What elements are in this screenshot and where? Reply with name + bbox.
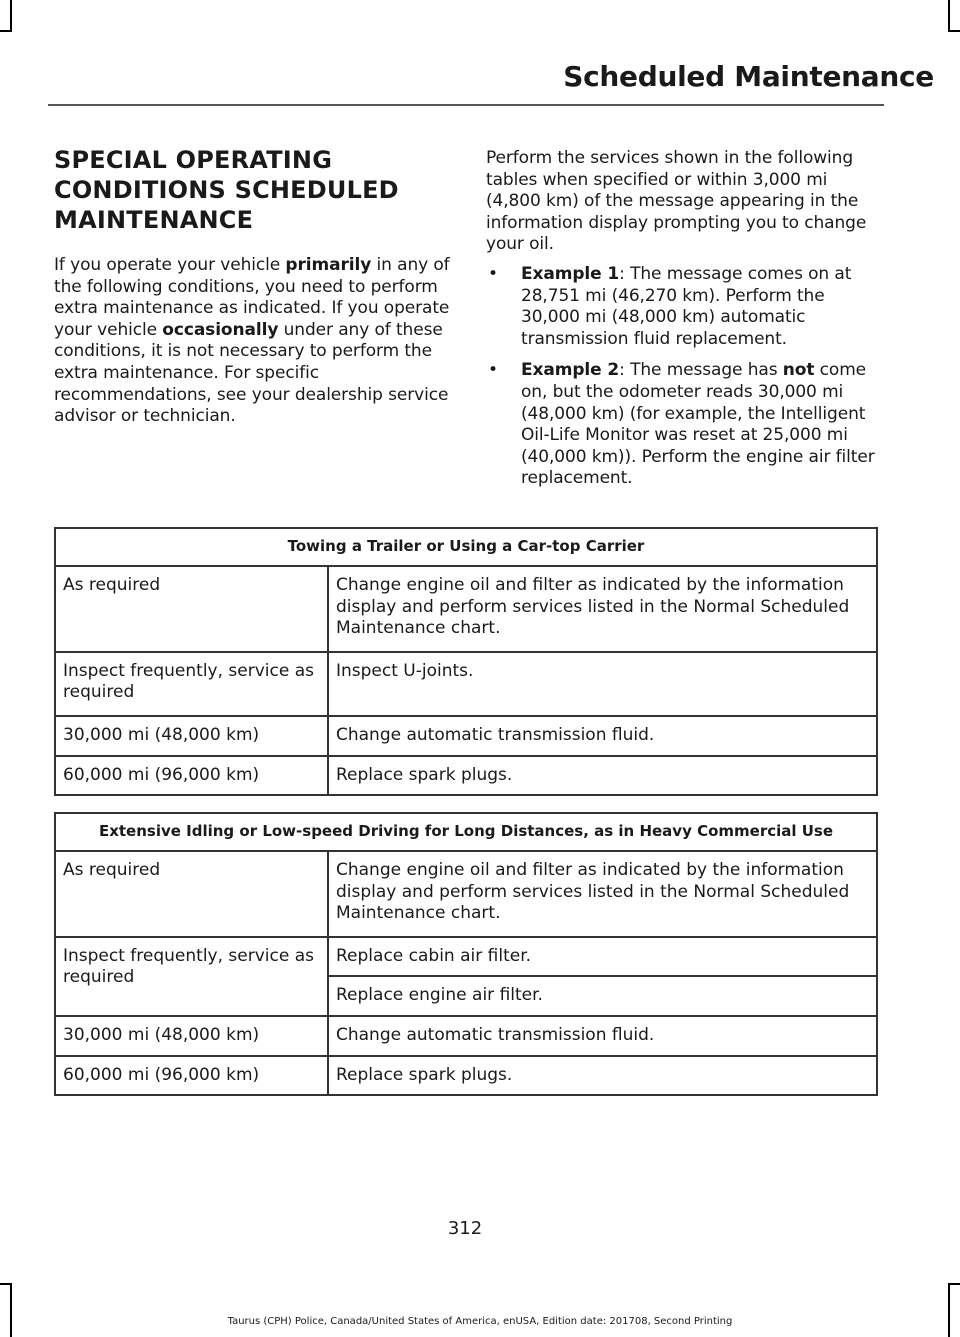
- emphasis-primarily: primarily: [285, 255, 372, 275]
- table-row: [55, 1016, 877, 1056]
- header-rule: [48, 104, 884, 106]
- crop-mark: [0, 1283, 12, 1285]
- right-column: [486, 148, 886, 500]
- bullet-icon: •: [488, 360, 498, 381]
- page-number: 312: [447, 1218, 483, 1239]
- table-row: [55, 851, 877, 937]
- action-cell: Change automatic transmission fluid.: [328, 716, 877, 756]
- table-row: [55, 756, 877, 796]
- idling-table: [54, 812, 878, 1096]
- footer-text: Taurus (CPH) Police, Canada/United States of America, enUSA, Edition date: 201708, Second Printing: [227, 1316, 733, 1327]
- interval-cell: 30,000 mi (48,000 km): [55, 1016, 328, 1056]
- table-row: [55, 566, 877, 652]
- towing-table: [54, 527, 878, 796]
- emphasis-occasionally: occasionally: [162, 319, 279, 340]
- heading-line: CONDITIONS SCHEDULED: [54, 176, 399, 204]
- interval-cell: 60,000 mi (96,000 km): [55, 756, 328, 796]
- intro-text: in any of the following conditions, you need to perform extra maintenance as indicated. If you operate your vehicle: [54, 255, 450, 340]
- list-item: [486, 264, 886, 350]
- example-label: Example 1: [521, 263, 620, 284]
- intro-text: If you operate your vehicle: [54, 255, 286, 275]
- table-row: [55, 716, 877, 756]
- section-heading: [54, 145, 454, 235]
- crop-mark: [948, 1283, 960, 1285]
- table-title: Towing a Trailer or Using a Car-top Carrier: [55, 528, 877, 566]
- example-text: come on, but the odometer reads 30,000 mi (48,000 km) (for example, the Intelligent Oil-Life Monitor was reset at 25,000 mi (40,000 km)). Perform the engine air filter replacement.: [521, 360, 875, 489]
- intro-text: under any of these conditions, it is not necessary to perform the extra maintenance. For specific recommendations, see your dealership service advisor or technician.: [54, 319, 449, 427]
- action-cell: Change automatic transmission fluid.: [328, 1016, 877, 1056]
- crop-mark: [10, 1283, 12, 1337]
- bullet-icon: •: [488, 263, 498, 284]
- table-row: [55, 652, 877, 716]
- heading-line: SPECIAL OPERATING: [54, 146, 333, 174]
- right-intro-paragraph: Perform the services shown in the following tables when specified or within 3,000 mi (4,800 km) of the message appearing in the information display prompting you to change your oil.: [486, 148, 867, 255]
- action-cell: Change engine oil and filter as indicated by the information display and perform services listed in the Normal Scheduled Maintenance chart.: [328, 851, 877, 937]
- emphasis-not: not: [782, 360, 815, 381]
- action-cell: Inspect U-joints.: [328, 652, 877, 716]
- example-list: [486, 264, 886, 490]
- crop-mark: [0, 30, 12, 32]
- interval-cell: As required: [55, 566, 328, 652]
- action-cell: Replace spark plugs.: [328, 1056, 877, 1096]
- crop-mark: [948, 1283, 950, 1337]
- interval-cell: 30,000 mi (48,000 km): [55, 716, 328, 756]
- intro-paragraph: [54, 255, 454, 428]
- crop-mark: [948, 0, 950, 30]
- table-title: Extensive Idling or Low-speed Driving for Long Distances, as in Heavy Commercial Use: [55, 813, 877, 851]
- interval-cell: 60,000 mi (96,000 km): [55, 1056, 328, 1096]
- action-cell: Replace spark plugs.: [328, 756, 877, 796]
- example-text: : The message comes on at 28,751 mi (46,270 km). Perform the 30,000 mi (48,000 km) automatic transmission fluid replacement.: [521, 263, 852, 349]
- table-row: [55, 1056, 877, 1096]
- example-label: Example 2: [521, 360, 620, 381]
- heading-line: MAINTENANCE: [54, 206, 254, 234]
- page-header-title: Scheduled Maintenance: [563, 60, 934, 93]
- list-item: [486, 360, 886, 490]
- action-cell: Change engine oil and filter as indicated by the information display and perform services listed in the Normal Scheduled Maintenance chart.: [328, 566, 877, 652]
- interval-cell: Inspect frequently, service as required: [55, 652, 328, 716]
- example-text: : The message has: [619, 360, 783, 381]
- crop-mark: [10, 0, 12, 30]
- action-cell: Replace engine air filter.: [328, 976, 877, 1016]
- table-row: [55, 937, 877, 977]
- interval-cell: Inspect frequently, service as required: [55, 937, 328, 1016]
- interval-cell: As required: [55, 851, 328, 937]
- action-cell: Replace cabin air filter.: [328, 937, 877, 977]
- crop-mark: [948, 30, 960, 32]
